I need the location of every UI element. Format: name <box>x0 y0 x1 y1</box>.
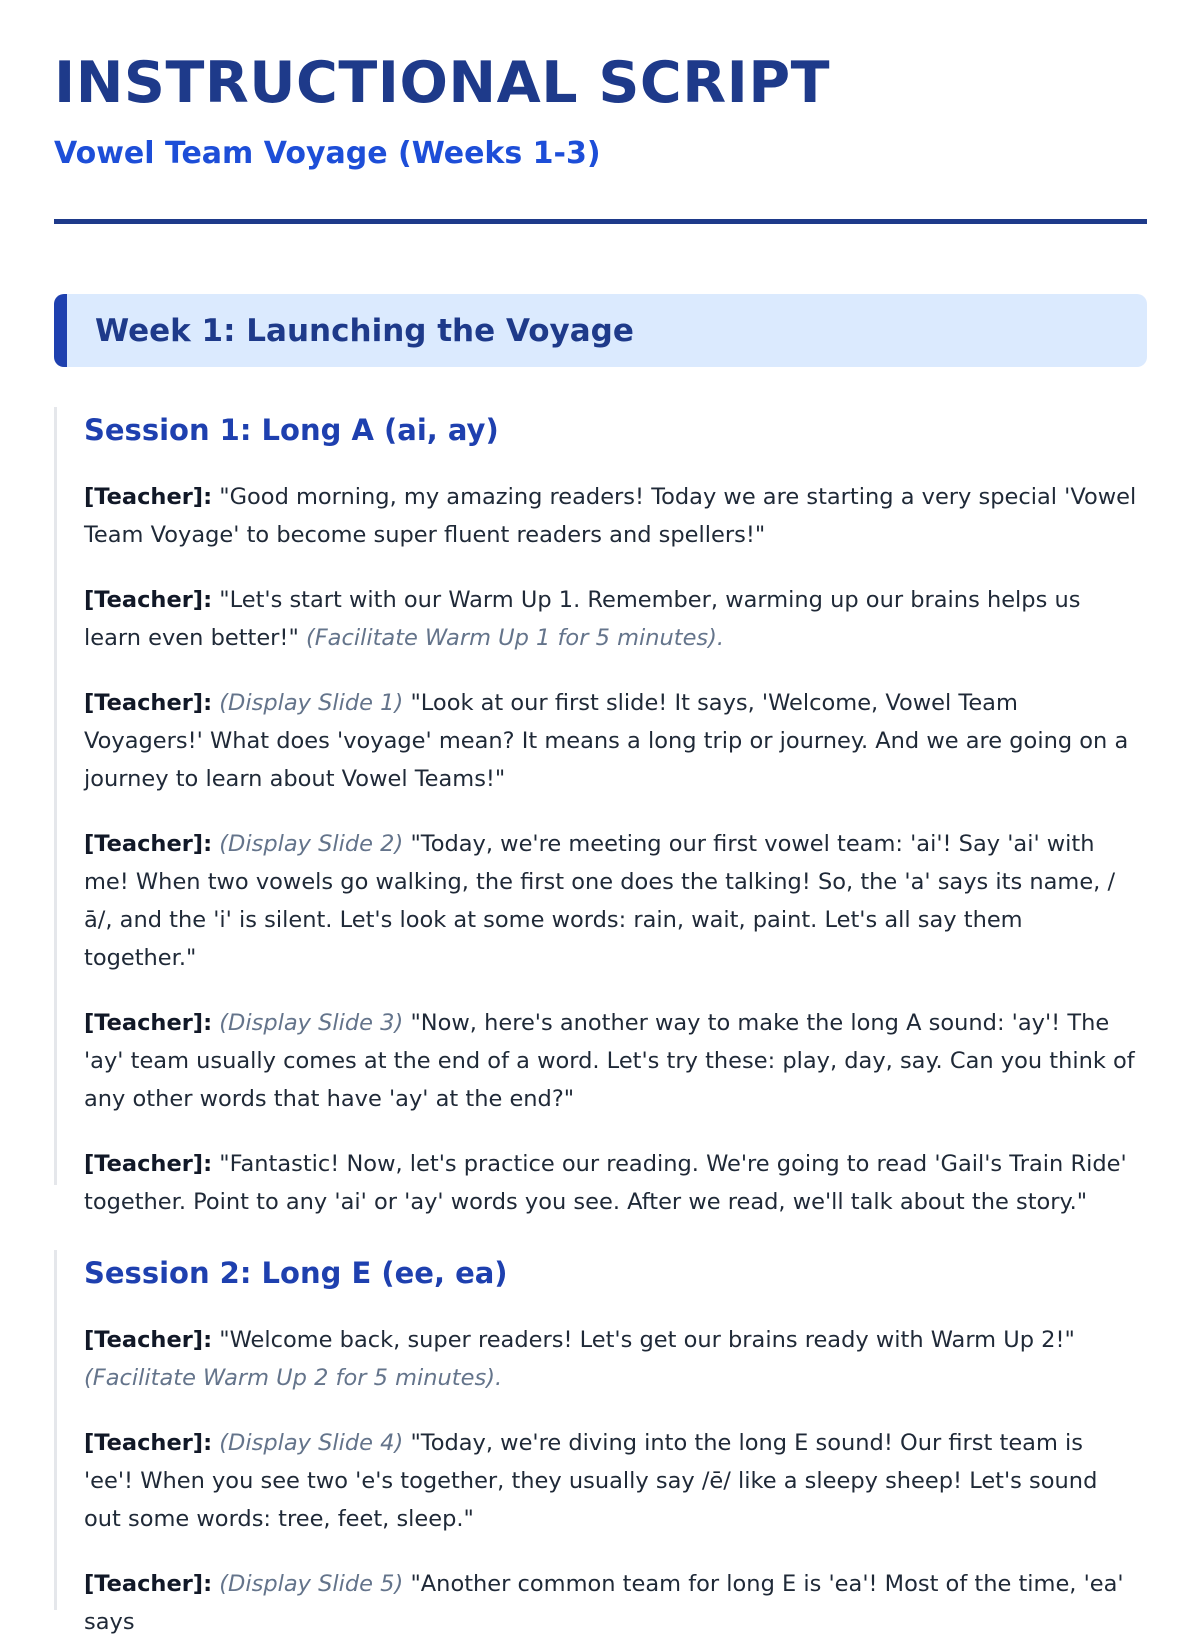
week-1-title: Week 1: Launching the Voyage <box>95 312 634 349</box>
week-1-banner <box>54 294 1147 367</box>
teacher-dialogue: "Welcome back, super readers! Let's get our brains ready with Warm Up 2!" <box>219 1326 1075 1353</box>
speaker-label: [Teacher]: <box>84 586 213 613</box>
stage-direction: (Facilitate Warm Up 1 for 5 minutes). <box>305 624 725 651</box>
script-line <box>84 1424 1137 1538</box>
title-divider <box>54 219 1147 224</box>
script-line <box>84 1321 1137 1397</box>
script-line <box>84 1004 1137 1118</box>
session-2-title: Session 2: Long E (ee, ea) <box>84 1256 508 1290</box>
session-2 <box>54 1250 1147 1635</box>
teacher-dialogue: "Let's start with our Warm Up 1. Remember, warming up our brains helps us learn even better!" <box>84 586 1081 651</box>
teacher-dialogue: "Today, we're meeting our first vowel team: 'ai'! Say 'ai' with me! When two vowels go walking, the first one does the talking! So, the 'a' says its name, /ā/, and the 'i' is silent. Let's look at some words: rain, wait, paint. Let's all say them together." <box>84 830 1116 971</box>
page-title: INSTRUCTIONAL SCRIPT <box>54 50 831 116</box>
speaker-label: [Teacher]: <box>84 483 213 510</box>
script-line <box>84 684 1137 798</box>
speaker-label: [Teacher]: <box>84 689 213 716</box>
stage-direction: (Display Slide 2) <box>219 830 404 857</box>
teacher-dialogue: "Good morning, my amazing readers! Today we are starting a very special 'Vowel Team Voyage' to become super fluent readers and spellers!" <box>84 483 1137 548</box>
teacher-dialogue: "Another common team for long E is 'ea'! Most of the time, 'ea' says <box>84 1570 1124 1635</box>
script-line <box>84 1565 1137 1641</box>
script-line <box>84 581 1137 657</box>
stage-direction: (Facilitate Warm Up 2 for 5 minutes). <box>84 1364 503 1391</box>
script-line <box>84 1145 1137 1221</box>
page-subtitle: Vowel Team Voyage (Weeks 1-3) <box>54 136 601 171</box>
script-line <box>84 825 1137 977</box>
teacher-dialogue: "Look at our first slide! It says, 'Welcome, Vowel Team Voyagers!' What does 'voyage' mean? It means a long trip or journey. And we are going on a journey to learn about Vowel Teams!" <box>84 689 1129 792</box>
stage-direction: (Display Slide 3) <box>219 1009 404 1036</box>
teacher-dialogue: "Fantastic! Now, let's practice our reading. We're going to read 'Gail's Train Ride' together. Point to any 'ai' or 'ay' words you see. After we read, we'll talk about the story." <box>84 1150 1127 1215</box>
stage-direction: (Display Slide 1) <box>219 689 404 716</box>
stage-direction: (Display Slide 4) <box>219 1429 404 1456</box>
session-1-title: Session 1: Long A (ai, ay) <box>84 413 499 447</box>
speaker-label: [Teacher]: <box>84 1570 213 1597</box>
speaker-label: [Teacher]: <box>84 830 213 857</box>
stage-direction: (Display Slide 5) <box>219 1570 404 1597</box>
session-1 <box>54 407 1147 1215</box>
speaker-label: [Teacher]: <box>84 1429 213 1456</box>
script-line <box>84 478 1137 554</box>
speaker-label: [Teacher]: <box>84 1326 213 1353</box>
teacher-dialogue: "Now, here's another way to make the long A sound: 'ay'! The 'ay' team usually comes at the end of a word. Let's try these: play, day, say. Can you think of any other words that have 'ay' at the end?" <box>84 1009 1135 1112</box>
teacher-dialogue: "Today, we're diving into the long E sound! Our first team is 'ee'! When you see two 'e's together, they usually say /ē/ like a sleepy sheep! Let's sound out some words: tree, feet, sleep." <box>84 1429 1098 1532</box>
speaker-label: [Teacher]: <box>84 1150 213 1177</box>
speaker-label: [Teacher]: <box>84 1009 213 1036</box>
